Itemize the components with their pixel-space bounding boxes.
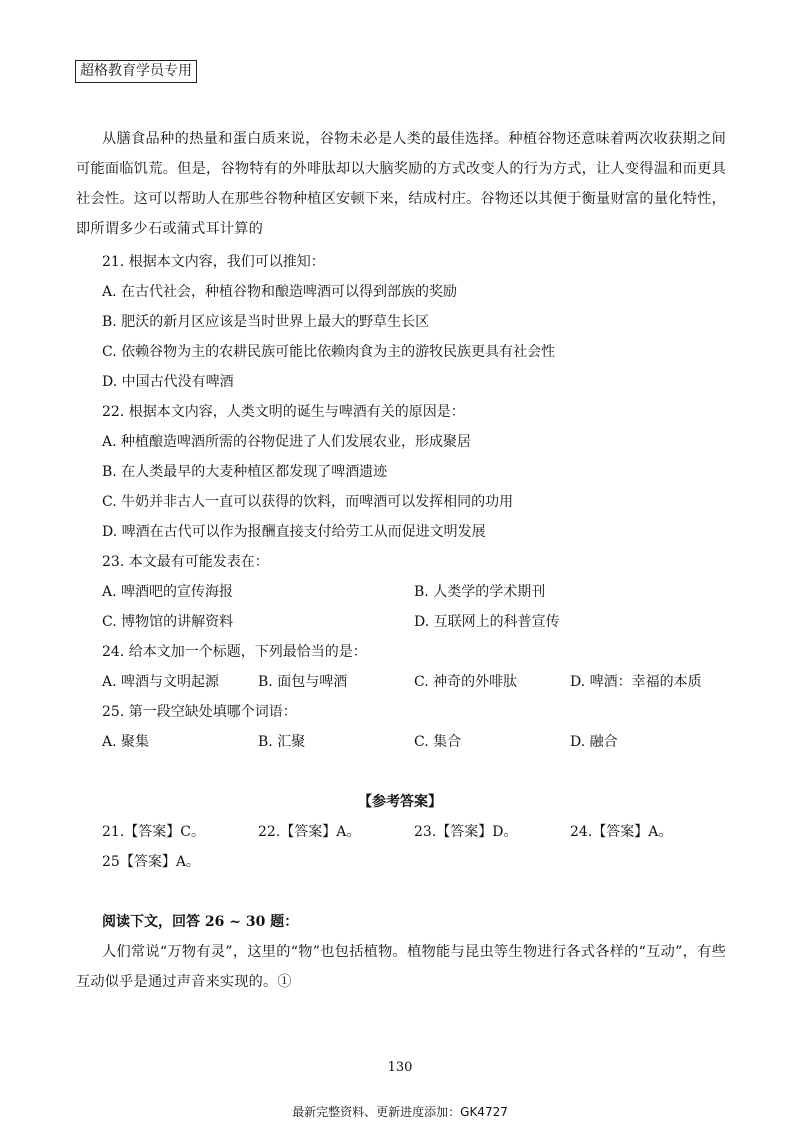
question-23-option-d: D. 互联网上的科普宣传 (414, 614, 560, 630)
question-24-option-a: A. 啤酒与文明起源 (102, 674, 220, 690)
footer-note: 最新完整资料、更新进度添加：GK4727 (292, 1105, 508, 1119)
question-24-option-b: B. 面包与啤酒 (258, 674, 348, 690)
passage2-paragraph: 人们常说“万物有灵”，这里的“物”也包括植物。植物能与昆虫等生物进行各式各样的“互动”，有些互动似乎是通过声音来实现的。① (76, 944, 726, 990)
question-24-option-c: C. 神奇的外啡肽 (414, 674, 518, 690)
answer-22: 22.【答案】A。 (258, 824, 361, 840)
question-21-option-c: C. 依赖谷物为主的农耕民族可能比依赖肉食为主的游牧民族更具有社会性 (102, 344, 556, 360)
answer-23: 23.【答案】D。 (414, 824, 518, 840)
question-25-stem: 25. 第一段空缺处填哪个词语： (102, 704, 297, 720)
answer-21: 21.【答案】C。 (102, 824, 205, 840)
passage-paragraph: 从膳食品种的热量和蛋白质来说，谷物未必是人类的最佳选择。种植谷物还意味着两次收获期之间可能面临饥荒。但是，谷物特有的外啡肽却以大脑奖励的方式改变人的行为方式，让人变得温和而更具社会性。这可以帮助人在那些谷物种植区安顿下来，结成村庄。谷物还以其便于衡量财富的量化特性，即所谓多少石或蒲式耳计算的 (76, 131, 726, 237)
question-25-option-a: A. 聚集 (102, 734, 150, 750)
question-23-option-a: A. 啤酒吧的宣传海报 (102, 584, 234, 600)
question-22-option-a: A. 种植酿造啤酒所需的谷物促进了人们发展农业，形成聚居 (102, 434, 472, 450)
question-25-option-b: B. 汇聚 (258, 734, 306, 750)
question-22-stem: 22. 根据本文内容，人类文明的诞生与啤酒有关的原因是： (102, 404, 465, 420)
page-number: 130 (387, 1060, 413, 1075)
answer-24: 24.【答案】A。 (570, 824, 673, 840)
question-25-option-d: D. 融合 (570, 734, 618, 750)
question-22-option-d: D. 啤酒在古代可以作为报酬直接支付给劳工从而促进文明发展 (102, 524, 486, 540)
question-21-option-a: A. 在古代社会，种植谷物和酿造啤酒可以得到部族的奖励 (102, 284, 458, 300)
question-25-option-c: C. 集合 (414, 734, 462, 750)
question-21-option-d: D. 中国古代没有啤酒 (102, 374, 234, 390)
question-21-stem: 21. 根据本文内容，我们可以推知： (102, 254, 325, 270)
question-23-option-c: C. 博物馆的讲解资料 (102, 614, 234, 630)
passage2-intro: 阅读下文，回答 26 ~ 30 题： (102, 914, 299, 930)
question-24-option-d: D. 啤酒：幸福的本质 (570, 674, 702, 690)
watermark-stamp: 超格教育学员专用 (75, 60, 197, 83)
question-23-stem: 23. 本文最有可能发表在： (102, 554, 269, 570)
question-23-option-b: B. 人类学的学术期刊 (414, 584, 546, 600)
question-22-option-b: B. 在人类最早的大麦种植区都发现了啤酒遗迹 (102, 464, 388, 480)
answers-heading: 【参考答案】 (358, 794, 442, 810)
question-24-stem: 24. 给本文加一个标题，下列最恰当的是： (102, 644, 367, 660)
question-21-option-b: B. 肥沃的新月区应该是当时世界上最大的野草生长区 (102, 314, 430, 330)
question-22-option-c: C. 牛奶并非古人一直可以获得的饮料，而啤酒可以发挥相同的功用 (102, 494, 514, 510)
answer-25: 25【答案】A。 (102, 854, 200, 870)
